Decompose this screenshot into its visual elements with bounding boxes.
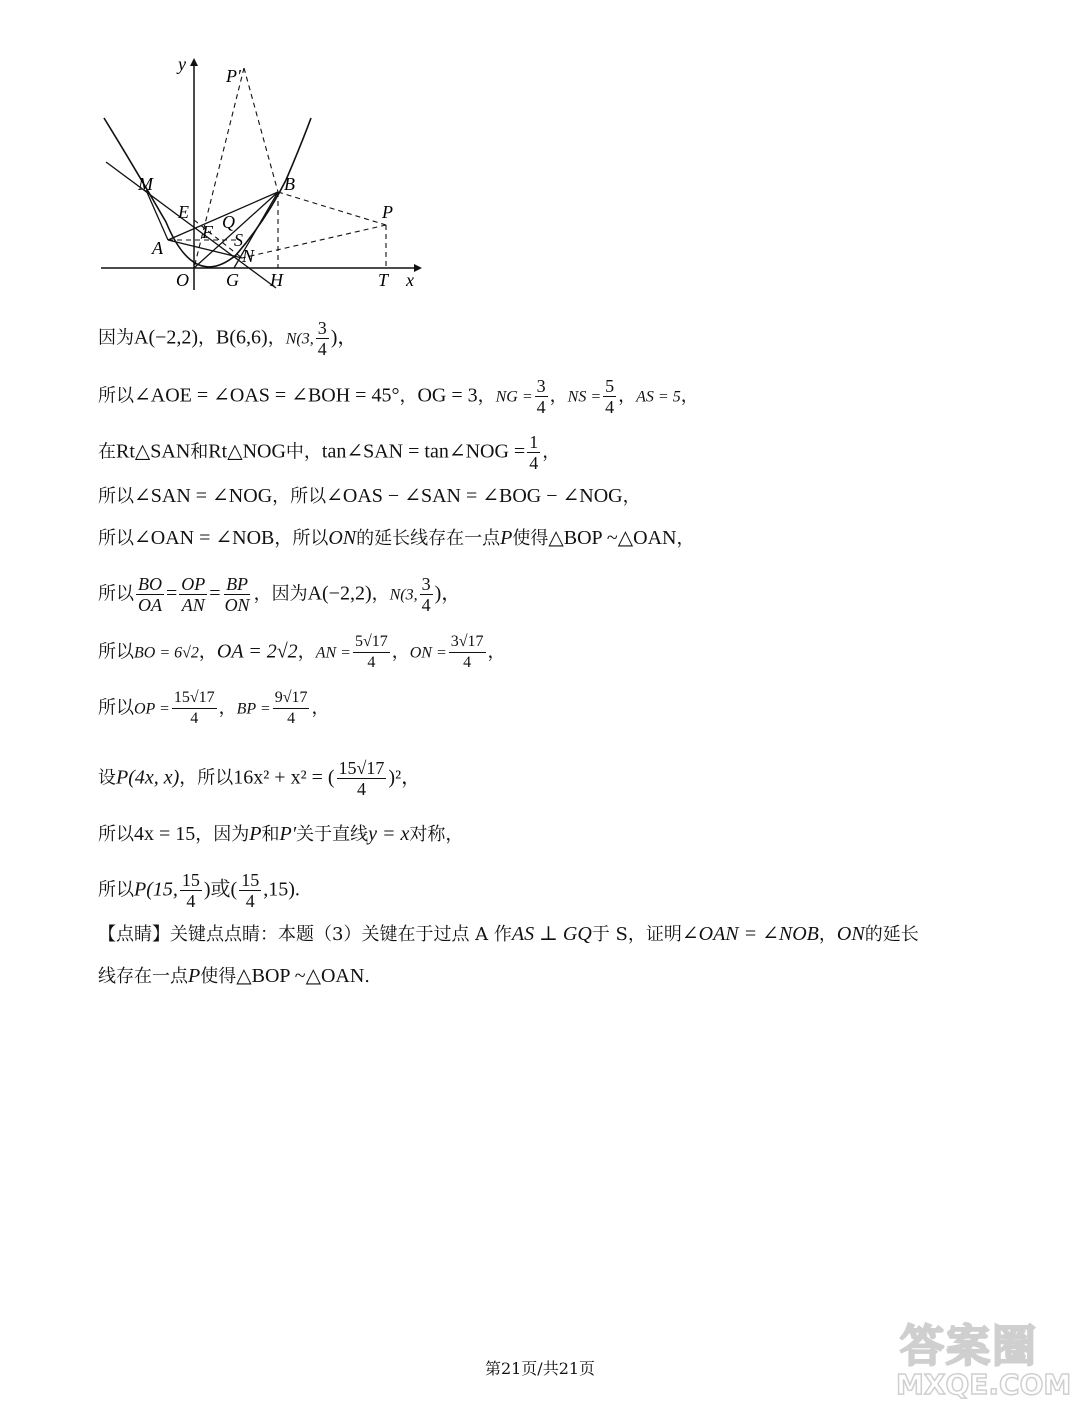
tip-line-2: 线存在一点P使得△BOP ~△OAN.: [98, 965, 371, 987]
solution-line-5: 所以∠OAN = ∠NOB，所以ON的延长线存在一点P使得△BOP ~△OAN，: [98, 527, 695, 549]
solution-line-4: 所以∠SAN = ∠NOG，所以∠OAS − ∠SAN = ∠BOG − ∠NOG，: [98, 485, 641, 507]
fraction: $\frac{BP}{ON}$: [224, 574, 250, 615]
fraction: $\frac{1}{4}$: [529, 432, 539, 473]
solution-line-3: 在Rt△SAN和Rt△NOG中，tan∠SAN = tan∠NOG = $\frac{1}{4}$ ，: [98, 432, 561, 473]
fraction: $\frac{OP}{AN}$: [181, 574, 206, 615]
label-p-prime: P′: [226, 66, 241, 86]
label-f: F: [202, 222, 213, 242]
solution-line-6: 所以 $\frac{BO}{OA}$ = $\frac{OP}{AN}$ = $\frac{BP}{ON}$ ，因为A(−2,2)，N(3, $\frac{3}{4}$ )，: [98, 574, 462, 615]
fraction: $\frac{3}{4}$: [421, 574, 431, 615]
label-h: H: [270, 270, 283, 290]
watermark-logo: 答案圈 MXQE.COM: [896, 1321, 1072, 1401]
solution-line-9: 设P(4x, x)，所以16x² + x² = ( $\frac{15√17}{4}$ )²，: [98, 758, 422, 799]
x-axis-arrow: [414, 264, 422, 272]
label-q: Q: [222, 212, 235, 232]
label-s: S: [234, 230, 243, 250]
label-y: y: [178, 54, 186, 74]
fraction: $\frac{15}{4}$: [181, 870, 200, 911]
dashed-p-n: [242, 225, 386, 258]
fraction: $\frac{15}{4}$: [241, 870, 260, 911]
y-axis-arrow: [190, 58, 198, 66]
geometry-figure: [96, 50, 426, 295]
dashed-b-p: [278, 192, 386, 225]
solution-line-2: 所以∠AOE = ∠OAS = ∠BOH = 45°，OG = 3，NG = $\frac{3}{4}$ ，NS = $\frac{5}{4}$ ，AS = 5，: [98, 376, 699, 417]
label-n: N: [242, 246, 255, 266]
label-a: A: [152, 238, 163, 258]
fraction: $\frac{BO}{OA}$: [138, 574, 162, 615]
solution-line-8: 所以OP = $\frac{15√17}{4}$ ，BP = $\frac{9√17}{4}$ ，: [98, 689, 330, 727]
label-m: M: [138, 174, 153, 194]
fraction: $\frac{3}{4}$: [536, 376, 546, 417]
fraction: $\frac{15√17}{4}$: [173, 689, 215, 727]
label-o: O: [176, 270, 189, 290]
label-g: G: [226, 270, 239, 290]
solution-line-1: 因为A(−2,2)，B(6,6)，N(3, $\frac{3}{4}$ )，: [98, 318, 358, 359]
solution-line-11: 所以P(15, $\frac{15}{4}$ )或( $\frac{15}{4}$ ,15).: [98, 870, 300, 911]
dashed-pprime-b: [244, 68, 278, 192]
fraction: $\frac{3}{4}$: [317, 318, 327, 359]
fraction: $\frac{5√17}{4}$: [354, 633, 388, 671]
label-t: T: [378, 270, 389, 290]
page-number: 第21页/共21页: [484, 1359, 596, 1378]
solution-line-7: 所以BO = 6√2，OA = 2√2，AN = $\frac{5√17}{4}$ ，ON = $\frac{3√17}{4}$ ，: [98, 633, 506, 671]
line-mh: [106, 162, 276, 288]
solution-line-10: 所以4x = 15，因为P和P′关于直线y = x对称，: [98, 823, 464, 845]
tip-line-1: 【点睛】关键点点睛：本题（3）关键在于过点 A 作AS ⊥ GQ于 S，证明∠OAN = ∠NOB，ON的延长: [98, 923, 919, 945]
label-e: E: [178, 202, 189, 222]
fraction: $\frac{15√17}{4}$: [338, 758, 385, 799]
label-b: B: [284, 174, 295, 194]
fraction: $\frac{5}{4}$: [605, 376, 615, 417]
fraction: $\frac{3√17}{4}$: [450, 633, 484, 671]
line-ma: [146, 190, 168, 240]
label-x: x: [406, 270, 414, 290]
fraction: $\frac{9√17}{4}$: [274, 689, 308, 727]
label-p: P: [382, 202, 393, 222]
